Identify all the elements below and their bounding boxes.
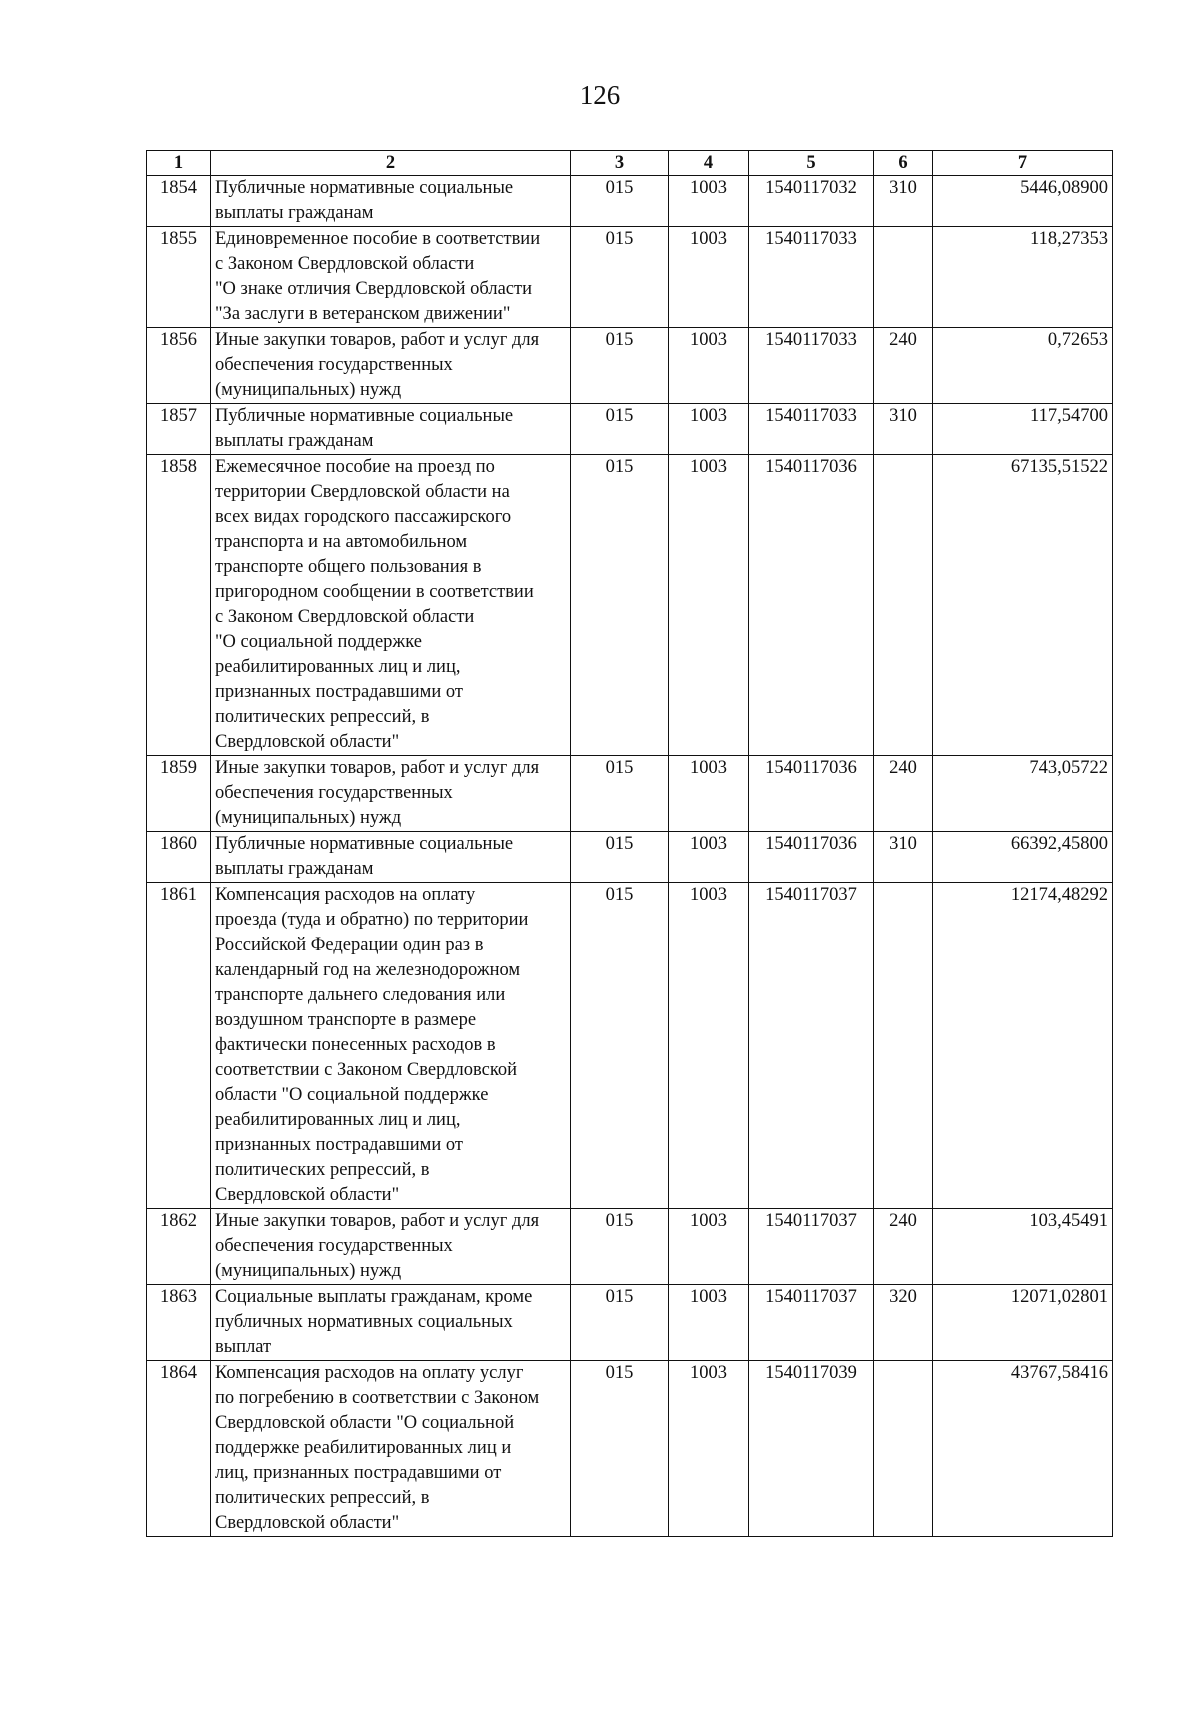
code-col-4: 1003 bbox=[669, 883, 749, 1209]
budget-table bbox=[146, 150, 1113, 1537]
header-col-2: 2 bbox=[211, 151, 571, 176]
code-col-4: 1003 bbox=[669, 404, 749, 455]
row-number: 1857 bbox=[147, 404, 211, 455]
amount: 743,05722 bbox=[933, 756, 1113, 832]
code-col-6 bbox=[874, 1361, 933, 1537]
code-col-6 bbox=[874, 455, 933, 756]
table-body bbox=[147, 176, 1113, 1537]
table-row bbox=[147, 832, 1113, 883]
table-row bbox=[147, 1361, 1113, 1537]
code-col-3: 015 bbox=[571, 1285, 669, 1361]
amount: 0,72653 bbox=[933, 328, 1113, 404]
code-col-3: 015 bbox=[571, 328, 669, 404]
table-row bbox=[147, 1209, 1113, 1285]
code-col-6: 310 bbox=[874, 832, 933, 883]
amount: 5446,08900 bbox=[933, 176, 1113, 227]
expense-name: Публичные нормативные социальные выплаты гражданам bbox=[211, 832, 571, 883]
amount: 12174,48292 bbox=[933, 883, 1113, 1209]
code-col-4: 1003 bbox=[669, 1209, 749, 1285]
row-number: 1858 bbox=[147, 455, 211, 756]
code-col-3: 015 bbox=[571, 1209, 669, 1285]
code-col-3: 015 bbox=[571, 756, 669, 832]
table-row bbox=[147, 227, 1113, 328]
code-col-4: 1003 bbox=[669, 1285, 749, 1361]
code-col-3: 015 bbox=[571, 404, 669, 455]
expense-name: Иные закупки товаров, работ и услуг для обеспечения государственных (муниципальных) нужд bbox=[211, 328, 571, 404]
row-number: 1863 bbox=[147, 1285, 211, 1361]
code-col-4: 1003 bbox=[669, 756, 749, 832]
expense-name: Ежемесячное пособие на проезд по территории Свердловской области на всех видах городского пассажирского транспорта и на автомобильном транспорте общего пользования в пригородном сообщении в соответствии с Законом Свердловской области "О социальной поддержке реабилитированных лиц и лиц, признанных пострадавшими от политических репрессий, в Свердловской области" bbox=[211, 455, 571, 756]
table-row bbox=[147, 756, 1113, 832]
expense-name: Компенсация расходов на оплату проезда (туда и обратно) по территории Российской Федерации один раз в календарный год на железнодорожном транспорте дальнего следования или воздушном транспорте в размере фактически понесенных расходов в соответствии с Законом Свердловской области "О социальной поддержке реабилитированных лиц и лиц, признанных пострадавшими от политических репрессий, в Свердловской области" bbox=[211, 883, 571, 1209]
expense-name: Компенсация расходов на оплату услуг по погребению в соответствии с Законом Свердловской области "О социальной поддержке реабилитированных лиц и лиц, признанных пострадавшими от политических репрессий, в Свердловской области" bbox=[211, 1361, 571, 1537]
code-col-6: 240 bbox=[874, 1209, 933, 1285]
code-col-4: 1003 bbox=[669, 227, 749, 328]
code-col-6: 320 bbox=[874, 1285, 933, 1361]
header-col-6: 6 bbox=[874, 151, 933, 176]
header-col-1: 1 bbox=[147, 151, 211, 176]
table-row bbox=[147, 1285, 1113, 1361]
expense-name: Иные закупки товаров, работ и услуг для обеспечения государственных (муниципальных) нужд bbox=[211, 1209, 571, 1285]
amount: 67135,51522 bbox=[933, 455, 1113, 756]
code-col-6 bbox=[874, 227, 933, 328]
amount: 118,27353 bbox=[933, 227, 1113, 328]
code-col-6: 310 bbox=[874, 404, 933, 455]
header-col-3: 3 bbox=[571, 151, 669, 176]
code-col-4: 1003 bbox=[669, 1361, 749, 1537]
row-number: 1859 bbox=[147, 756, 211, 832]
code-col-5: 1540117033 bbox=[749, 328, 874, 404]
code-col-5: 1540117033 bbox=[749, 404, 874, 455]
code-col-5: 1540117037 bbox=[749, 1285, 874, 1361]
expense-name: Социальные выплаты гражданам, кроме публичных нормативных социальных выплат bbox=[211, 1285, 571, 1361]
amount: 43767,58416 bbox=[933, 1361, 1113, 1537]
header-row bbox=[147, 151, 1113, 176]
amount: 12071,02801 bbox=[933, 1285, 1113, 1361]
table-header bbox=[147, 151, 1113, 176]
expense-name: Единовременное пособие в соответствии с Законом Свердловской области "О знаке отличия Свердловской области "За заслуги в ветеранском движении" bbox=[211, 227, 571, 328]
code-col-5: 1540117037 bbox=[749, 883, 874, 1209]
code-col-5: 1540117036 bbox=[749, 455, 874, 756]
code-col-5: 1540117033 bbox=[749, 227, 874, 328]
row-number: 1854 bbox=[147, 176, 211, 227]
row-number: 1861 bbox=[147, 883, 211, 1209]
code-col-6 bbox=[874, 883, 933, 1209]
amount: 66392,45800 bbox=[933, 832, 1113, 883]
row-number: 1862 bbox=[147, 1209, 211, 1285]
code-col-5: 1540117037 bbox=[749, 1209, 874, 1285]
table-row bbox=[147, 404, 1113, 455]
code-col-3: 015 bbox=[571, 455, 669, 756]
code-col-5: 1540117036 bbox=[749, 756, 874, 832]
header-col-4: 4 bbox=[669, 151, 749, 176]
code-col-6: 310 bbox=[874, 176, 933, 227]
row-number: 1856 bbox=[147, 328, 211, 404]
expense-name: Иные закупки товаров, работ и услуг для обеспечения государственных (муниципальных) нужд bbox=[211, 756, 571, 832]
amount: 103,45491 bbox=[933, 1209, 1113, 1285]
code-col-6: 240 bbox=[874, 328, 933, 404]
header-col-7: 7 bbox=[933, 151, 1113, 176]
code-col-4: 1003 bbox=[669, 832, 749, 883]
code-col-3: 015 bbox=[571, 227, 669, 328]
table-row bbox=[147, 883, 1113, 1209]
code-col-5: 1540117032 bbox=[749, 176, 874, 227]
code-col-4: 1003 bbox=[669, 455, 749, 756]
code-col-4: 1003 bbox=[669, 176, 749, 227]
row-number: 1855 bbox=[147, 227, 211, 328]
code-col-3: 015 bbox=[571, 883, 669, 1209]
row-number: 1860 bbox=[147, 832, 211, 883]
code-col-5: 1540117036 bbox=[749, 832, 874, 883]
expense-name: Публичные нормативные социальные выплаты гражданам bbox=[211, 176, 571, 227]
table-row bbox=[147, 455, 1113, 756]
row-number: 1864 bbox=[147, 1361, 211, 1537]
page-number: 126 bbox=[579, 80, 621, 110]
code-col-4: 1003 bbox=[669, 328, 749, 404]
code-col-3: 015 bbox=[571, 832, 669, 883]
header-col-5: 5 bbox=[749, 151, 874, 176]
table-row bbox=[147, 328, 1113, 404]
code-col-6: 240 bbox=[874, 756, 933, 832]
code-col-3: 015 bbox=[571, 1361, 669, 1537]
table-row bbox=[147, 176, 1113, 227]
expense-name: Публичные нормативные социальные выплаты гражданам bbox=[211, 404, 571, 455]
code-col-3: 015 bbox=[571, 176, 669, 227]
amount: 117,54700 bbox=[933, 404, 1113, 455]
code-col-5: 1540117039 bbox=[749, 1361, 874, 1537]
